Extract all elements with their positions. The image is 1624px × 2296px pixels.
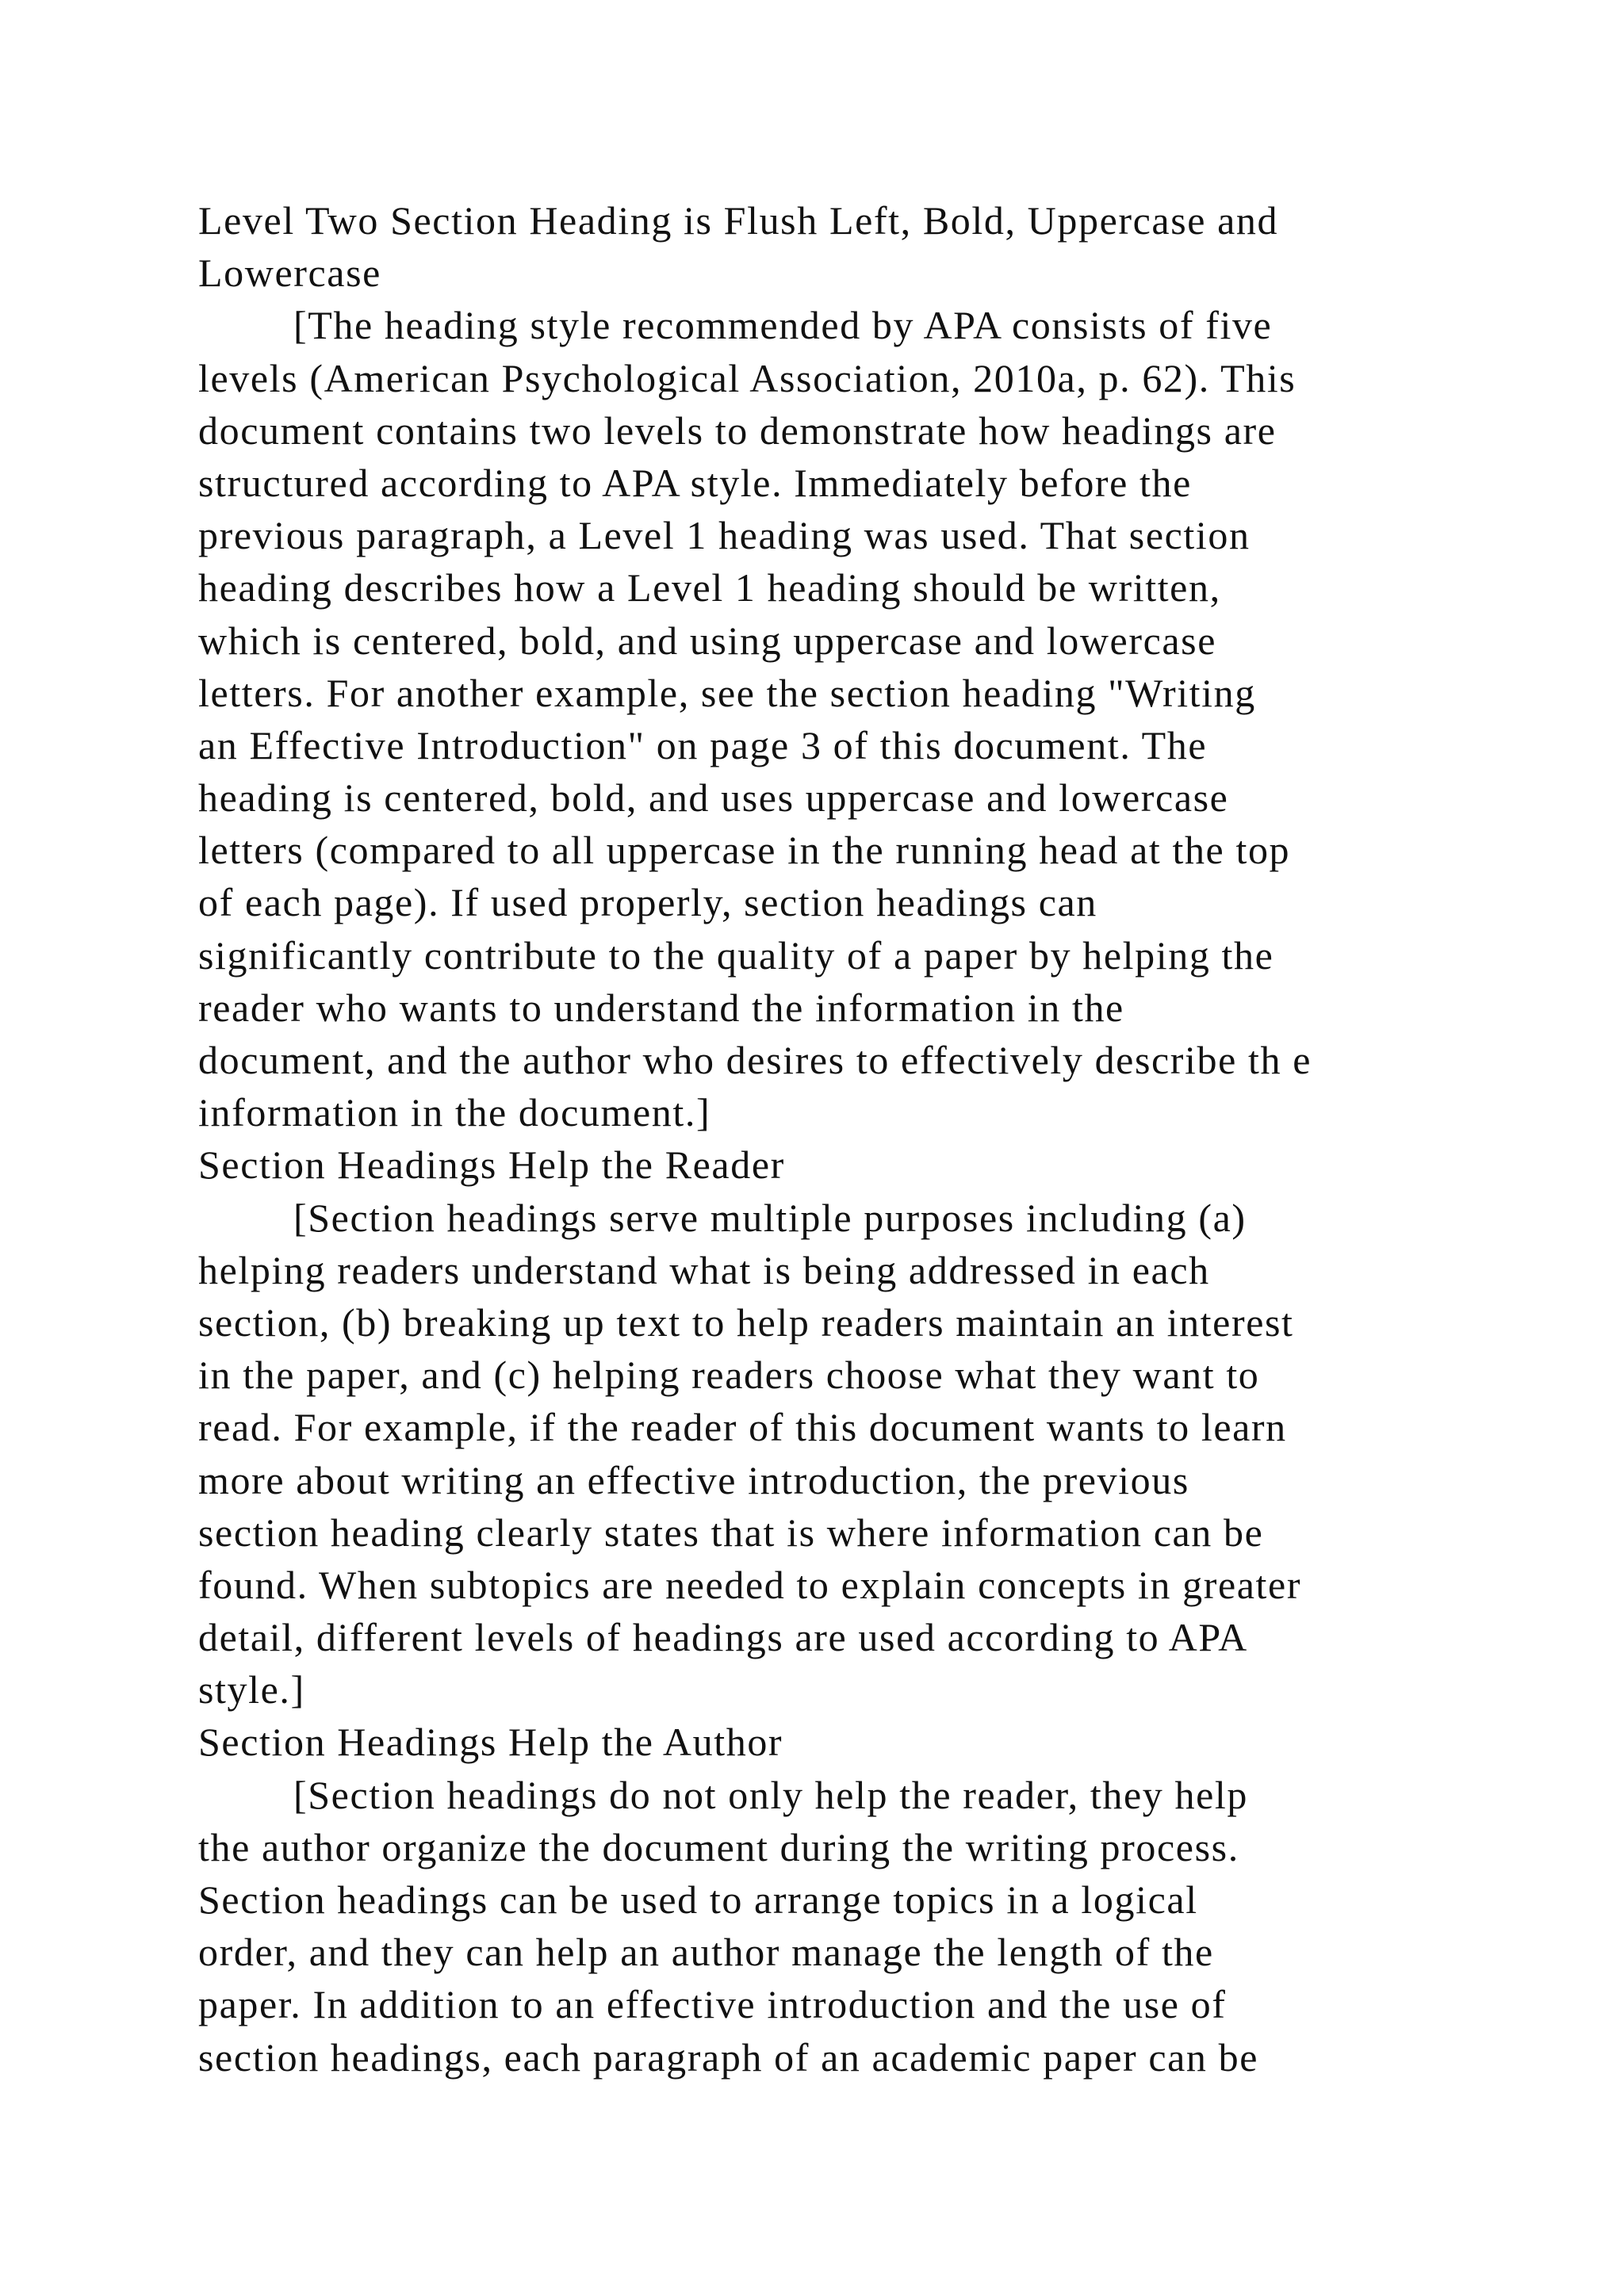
paragraph-line: letters (compared to all uppercase in the running head at the top: [198, 828, 1291, 873]
paragraph-line: read. For example, if the reader of this document wants to learn: [198, 1405, 1287, 1450]
paragraph-line: of each page). If used properly, section headings can: [198, 880, 1097, 925]
paragraph-line: style.]: [198, 1667, 305, 1712]
paragraph-line: helping readers understand what is being addressed in each: [198, 1247, 1210, 1292]
paragraph-line: heading is centered, bold, and uses uppercase and lowercase: [198, 775, 1229, 821]
paragraph-line: levels (American Psychological Association, 2010a, p. 62). This: [198, 355, 1297, 400]
paragraph-line: more about writing an effective introduction, the previous: [198, 1457, 1189, 1502]
paragraph-line: structured according to APA style. Immediately before the: [198, 460, 1192, 505]
document-page: [198, 194, 1451, 2084]
heading-level-two: Level Two Section Heading is Flush Left, Bold, Uppercase and: [198, 198, 1279, 243]
paragraph-line: detail, different levels of headings are used according to APA: [198, 1615, 1248, 1660]
paragraph-line: section headings, each paragraph of an academic paper can be: [198, 2034, 1259, 2080]
paragraph-line: reader who wants to understand the information in the: [198, 985, 1124, 1030]
paragraph-line: document, and the author who desires to effectively describe th e: [198, 1038, 1312, 1082]
paragraph-line: found. When subtopics are needed to explain concepts in greater: [198, 1562, 1302, 1607]
paragraph-line: heading describes how a Level 1 heading should be written,: [198, 565, 1221, 610]
paragraph-line: document contains two levels to demonstrate how headings are: [198, 408, 1277, 453]
paragraph-line: information in the document.]: [198, 1090, 711, 1135]
paragraph-line: an Effective Introduction" on page 3 of this document. The: [198, 722, 1208, 767]
section-heading-author: Section Headings Help the Author: [198, 1720, 783, 1765]
paragraph-line: [The heading style recommended by APA consists of five: [293, 303, 1273, 348]
heading-level-two-continued: Lowercase: [198, 251, 381, 296]
paragraph-line: [Section headings serve multiple purposes including (a): [293, 1195, 1247, 1240]
paragraph-line: previous paragraph, a Level 1 heading was used. That section: [198, 513, 1251, 558]
paragraph-line: the author organize the document during the writing process.: [198, 1824, 1239, 1869]
paragraph-line: order, and they can help an author manage the length of the: [198, 1930, 1214, 1975]
paragraph-line: section, (b) breaking up text to help readers maintain an interest: [198, 1299, 1294, 1345]
paragraph-line: letters. For another example, see the section heading "Writing: [198, 670, 1256, 715]
paragraph-line: section heading clearly states that is where information can be: [198, 1510, 1264, 1555]
paragraph-line: paper. In addition to an effective introduction and the use of: [198, 1982, 1227, 2027]
paragraph-line: which is centered, bold, and using uppercase and lowercase: [198, 618, 1217, 663]
section-heading-reader: Section Headings Help the Reader: [198, 1142, 785, 1188]
paragraph-line: Section headings can be used to arrange topics in a logical: [198, 1877, 1198, 1922]
paragraph-line: [Section headings do not only help the reader, they help: [293, 1772, 1248, 1817]
paragraph-line: in the paper, and (c) helping readers choose what they want to: [198, 1353, 1260, 1398]
paragraph-line: significantly contribute to the quality of a paper by helping the: [198, 932, 1274, 978]
